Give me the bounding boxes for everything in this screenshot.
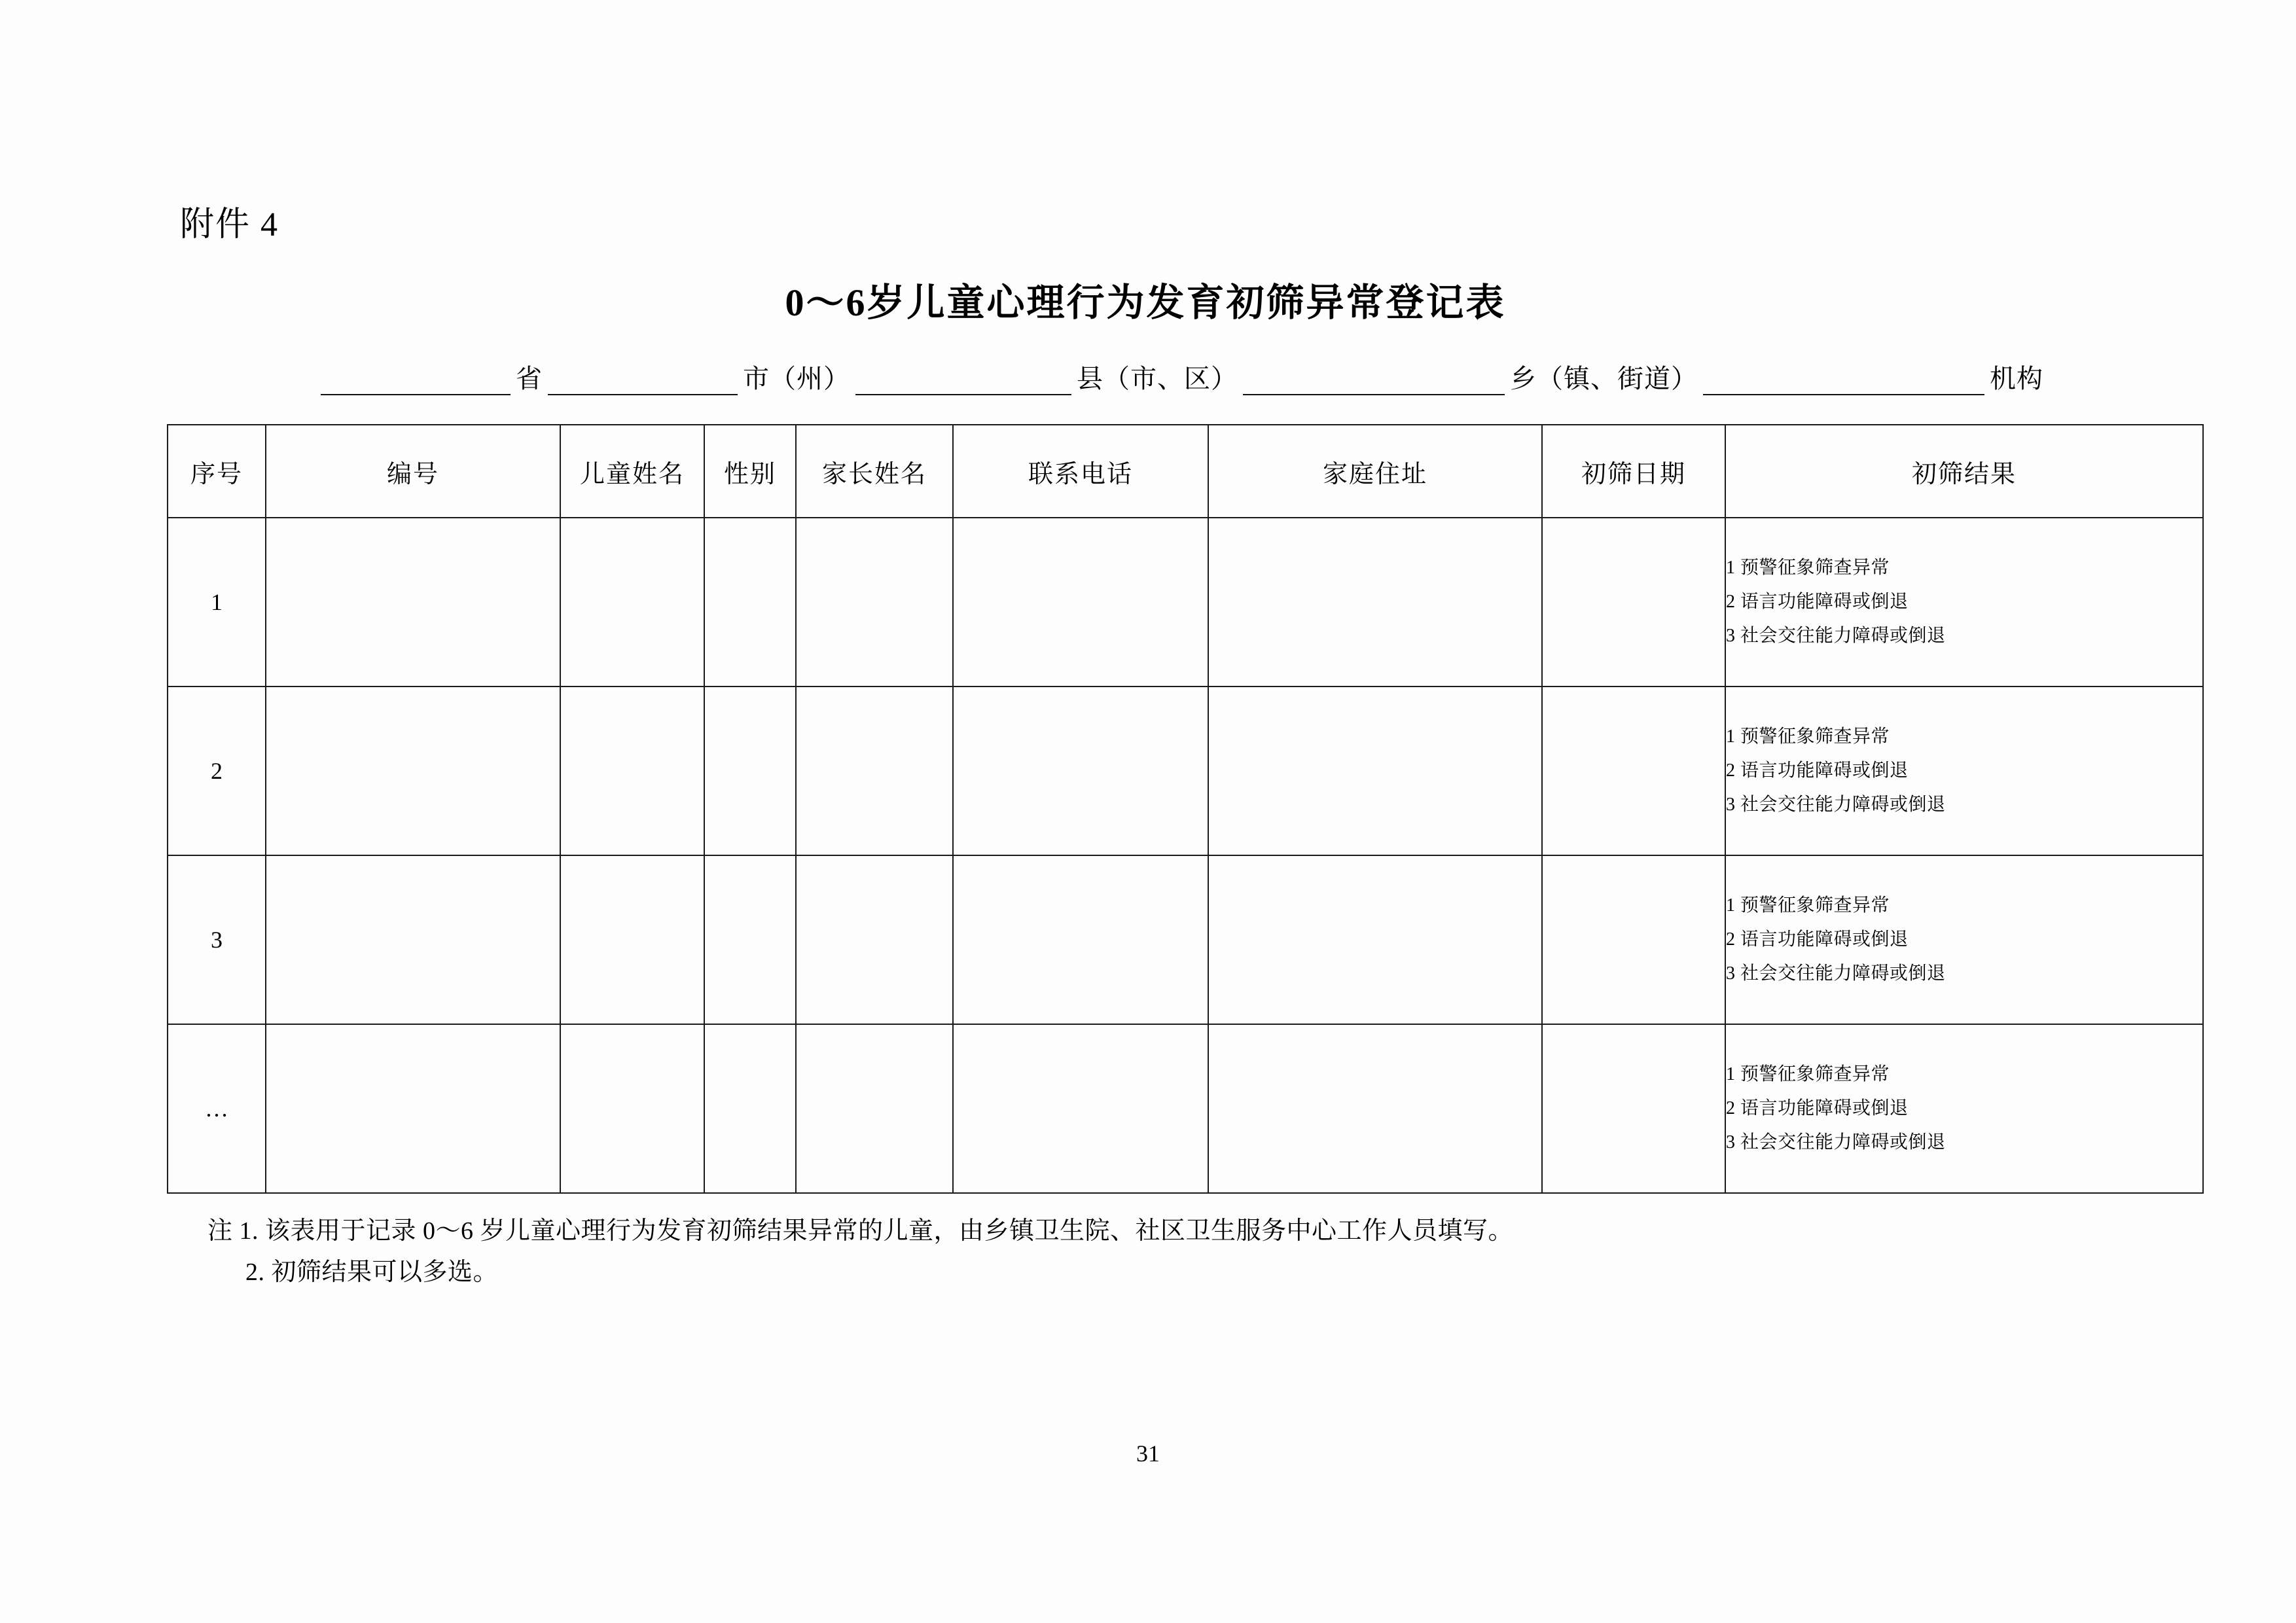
- township-label: 乡（镇、街道）: [1510, 364, 1698, 393]
- cell-index: 3: [168, 855, 266, 1024]
- cell-parent-name[interactable]: [796, 687, 953, 855]
- result-option-3[interactable]: 3 社会交往能力障碍或倒退: [1726, 1132, 1946, 1152]
- cell-child-name[interactable]: [560, 1024, 704, 1193]
- form-sheet: [167, 196, 2202, 1293]
- page-number: 31: [1136, 1440, 1160, 1467]
- cell-child-name[interactable]: [560, 687, 704, 855]
- col-header-gender: 性别: [704, 425, 796, 518]
- cell-code[interactable]: [266, 518, 560, 687]
- result-option-1[interactable]: 1 预警征象筛查异常: [1726, 726, 1890, 747]
- result-option-3[interactable]: 3 社会交往能力障碍或倒退: [1726, 963, 1946, 984]
- cell-index: …: [168, 1024, 266, 1193]
- col-header-phone: 联系电话: [953, 425, 1208, 518]
- cell-gender[interactable]: [704, 518, 796, 687]
- result-option-3[interactable]: 3 社会交往能力障碍或倒退: [1726, 625, 1946, 646]
- col-header-screen-result: 初筛结果: [1725, 425, 2203, 518]
- institution-blank[interactable]: [1703, 370, 1984, 395]
- table-row: [168, 855, 2203, 1024]
- cell-phone[interactable]: [953, 1024, 1208, 1193]
- col-header-screen-date: 初筛日期: [1542, 425, 1725, 518]
- cell-address[interactable]: [1208, 687, 1542, 855]
- administrative-division-line: [167, 358, 2202, 395]
- page-title: 0～6岁儿童心理行为发育初筛异常登记表: [785, 281, 1506, 324]
- cell-child-name[interactable]: [560, 855, 704, 1024]
- cell-address[interactable]: [1208, 855, 1542, 1024]
- cell-index: 2: [168, 687, 266, 855]
- cell-gender[interactable]: [704, 687, 796, 855]
- cell-screen-result[interactable]: [1725, 518, 2203, 687]
- result-option-2[interactable]: 2 语言功能障碍或倒退: [1726, 760, 1909, 781]
- township-blank[interactable]: [1243, 370, 1505, 395]
- cell-address[interactable]: [1208, 1024, 1542, 1193]
- note-2: 2. 初筛结果可以多选。: [245, 1258, 499, 1286]
- cell-parent-name[interactable]: [796, 855, 953, 1024]
- province-blank[interactable]: [321, 370, 511, 395]
- cell-parent-name[interactable]: [796, 1024, 953, 1193]
- city-label: 市（州）: [743, 364, 850, 393]
- table-header-row: [168, 425, 2203, 518]
- col-header-index: 序号: [168, 425, 266, 518]
- cell-screen-result[interactable]: [1725, 855, 2203, 1024]
- registration-table: [167, 424, 2204, 1194]
- note-1: 注 1. 该表用于记录 0～6 岁儿童心理行为发育初筛结果异常的儿童，由乡镇卫生院、社区卫生服务中心工作人员填写。: [207, 1217, 1514, 1245]
- cell-code[interactable]: [266, 855, 560, 1024]
- notes-block: [167, 1211, 2202, 1293]
- cell-phone[interactable]: [953, 855, 1208, 1024]
- col-header-code: 编号: [266, 425, 560, 518]
- province-label: 省: [516, 364, 543, 393]
- attachment-label: 附件 4: [180, 206, 279, 243]
- result-option-2[interactable]: 2 语言功能障碍或倒退: [1726, 929, 1909, 950]
- cell-phone[interactable]: [953, 518, 1208, 687]
- cell-phone[interactable]: [953, 687, 1208, 855]
- cell-code[interactable]: [266, 687, 560, 855]
- cell-screen-date[interactable]: [1542, 687, 1725, 855]
- institution-label: 机构: [1990, 364, 2043, 393]
- result-option-1[interactable]: 1 预警征象筛查异常: [1726, 895, 1890, 916]
- cell-screen-date[interactable]: [1542, 1024, 1725, 1193]
- county-label: 县（市、区）: [1077, 364, 1238, 393]
- result-option-3[interactable]: 3 社会交往能力障碍或倒退: [1726, 794, 1946, 815]
- result-option-2[interactable]: 2 语言功能障碍或倒退: [1726, 1098, 1909, 1119]
- result-option-1[interactable]: 1 预警征象筛查异常: [1726, 1064, 1890, 1085]
- col-header-child-name: 儿童姓名: [560, 425, 704, 518]
- cell-screen-date[interactable]: [1542, 855, 1725, 1024]
- city-blank[interactable]: [548, 370, 738, 395]
- cell-screen-result[interactable]: [1725, 687, 2203, 855]
- col-header-address: 家庭住址: [1208, 425, 1542, 518]
- table-row: [168, 518, 2203, 687]
- cell-index: 1: [168, 518, 266, 687]
- cell-child-name[interactable]: [560, 518, 704, 687]
- cell-gender[interactable]: [704, 855, 796, 1024]
- county-blank[interactable]: [855, 370, 1071, 395]
- result-option-1[interactable]: 1 预警征象筛查异常: [1726, 558, 1890, 579]
- cell-screen-result[interactable]: [1725, 1024, 2203, 1193]
- col-header-parent-name: 家长姓名: [796, 425, 953, 518]
- cell-parent-name[interactable]: [796, 518, 953, 687]
- result-option-2[interactable]: 2 语言功能障碍或倒退: [1726, 592, 1909, 613]
- cell-address[interactable]: [1208, 518, 1542, 687]
- table-row: [168, 687, 2203, 855]
- cell-code[interactable]: [266, 1024, 560, 1193]
- table-row: [168, 1024, 2203, 1193]
- cell-screen-date[interactable]: [1542, 518, 1725, 687]
- cell-gender[interactable]: [704, 1024, 796, 1193]
